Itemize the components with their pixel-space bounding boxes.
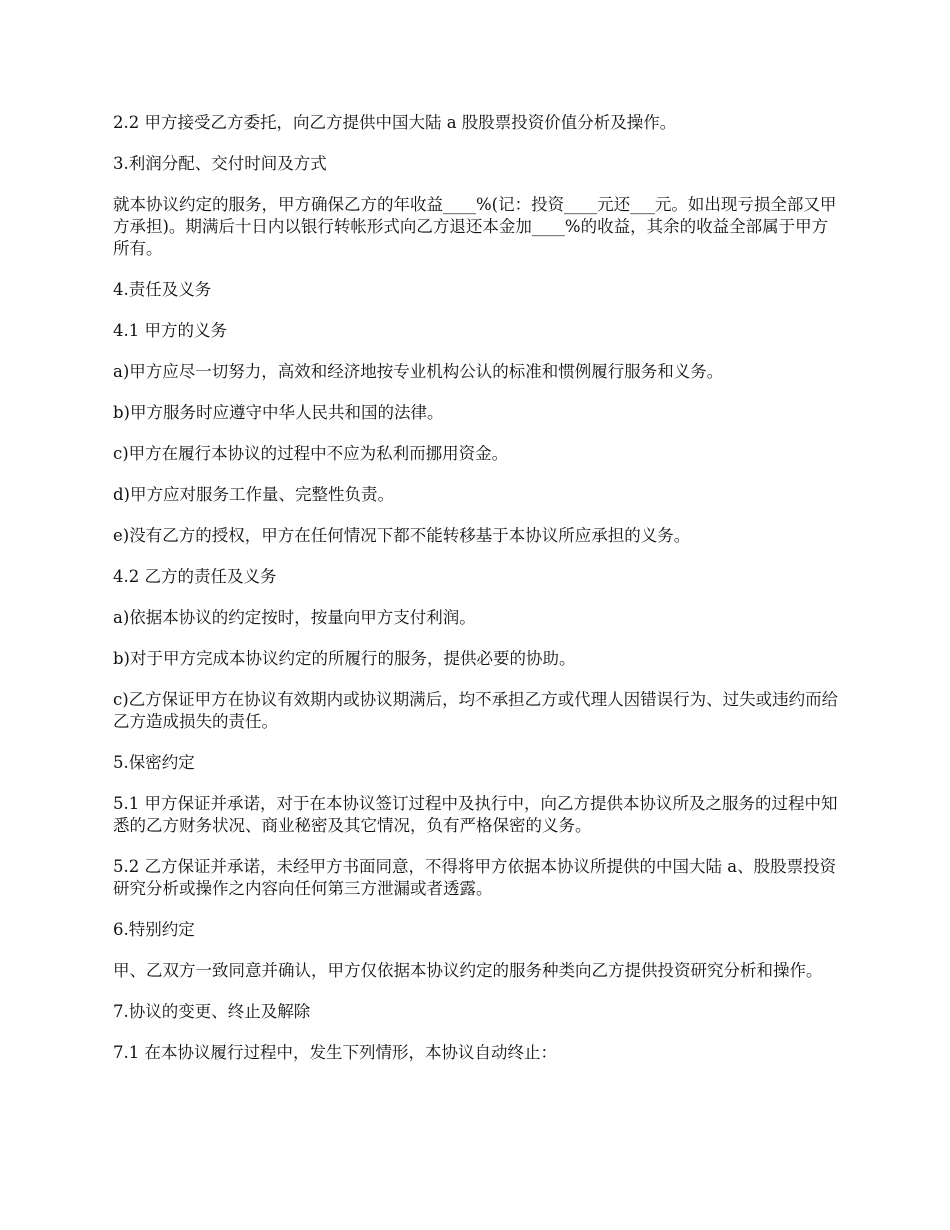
clause-party-b-item-c: c)乙方保证甲方在协议有效期内或协议期满后，均不承担乙方或代理人因错误行为、过失或违约而给乙方造成损失的责任。	[113, 690, 839, 731]
clause-5-1: 5.1 甲方保证并承诺，对于在本协议签订过程中及执行中，向乙方提供本协议所及之服务的过程中知悉的乙方财务状况、商业秘密及其它情况，负有严格保密的义务。	[113, 794, 838, 835]
clause-profit-terms: 就本协议约定的服务，甲方确保乙方的年收益____%(记：投资____元还___元。如出现亏损全部又甲方承担)。期满后十日内以银行转帐形式向乙方退还本金加____%的收益，其余的收益全部属于甲方所有。	[113, 195, 837, 258]
section-heading-special-terms: 6.特别约定	[113, 920, 195, 939]
clause-7-1: 7.1 在本协议履行过程中，发生下列情形，本协议自动终止：	[113, 1043, 557, 1062]
clause-5-2: 5.2 乙方保证并承诺，未经甲方书面同意，不得将甲方依据本协议所提供的中国大陆 a、股股票投资研究分析或操作之内容向任何第三方泄漏或者透露。	[113, 857, 837, 898]
clause-party-a-item-b: b)甲方服务时应遵守中华人民共和国的法律。	[113, 403, 444, 422]
clause-party-a-item-a: a)甲方应尽一切努力，高效和经济地按专业机构公认的标准和惯例履行服务和义务。	[113, 362, 724, 381]
clause-special-terms: 甲、乙双方一致同意并确认，甲方仅依据本协议约定的服务种类向乙方提供投资研究分析和操作。	[113, 961, 823, 980]
clause-party-a-item-c: c)甲方在履行本协议的过程中不应为私利而挪用资金。	[113, 444, 509, 463]
document-body	[113, 112, 840, 1083]
section-heading-responsibilities: 4.责任及义务	[113, 280, 212, 299]
subheading-party-a-obligations: 4.1 甲方的义务	[113, 321, 227, 340]
section-heading-confidentiality: 5.保密约定	[113, 753, 195, 772]
clause-party-a-item-e: e)没有乙方的授权，甲方在任何情况下都不能转移基于本协议所应承担的义务。	[113, 526, 691, 545]
clause-party-a-item-d: d)甲方应对服务工作量、完整性负责。	[113, 485, 394, 504]
clause-party-b-item-b: b)对于甲方完成本协议约定的所履行的服务，提供必要的协助。	[113, 649, 576, 668]
clause-party-b-item-a: a)依据本协议的约定按时，按量向甲方支付利润。	[113, 608, 476, 627]
section-heading-amendment-termination: 7.协议的变更、终止及解除	[113, 1002, 311, 1021]
section-heading-profit-distribution: 3.利润分配、交付时间及方式	[113, 154, 327, 173]
clause-2-2: 2.2 甲方接受乙方委托，向乙方提供中国大陆 a 股股票投资价值分析及操作。	[113, 113, 677, 132]
subheading-party-b-obligations: 4.2 乙方的责任及义务	[113, 567, 277, 586]
